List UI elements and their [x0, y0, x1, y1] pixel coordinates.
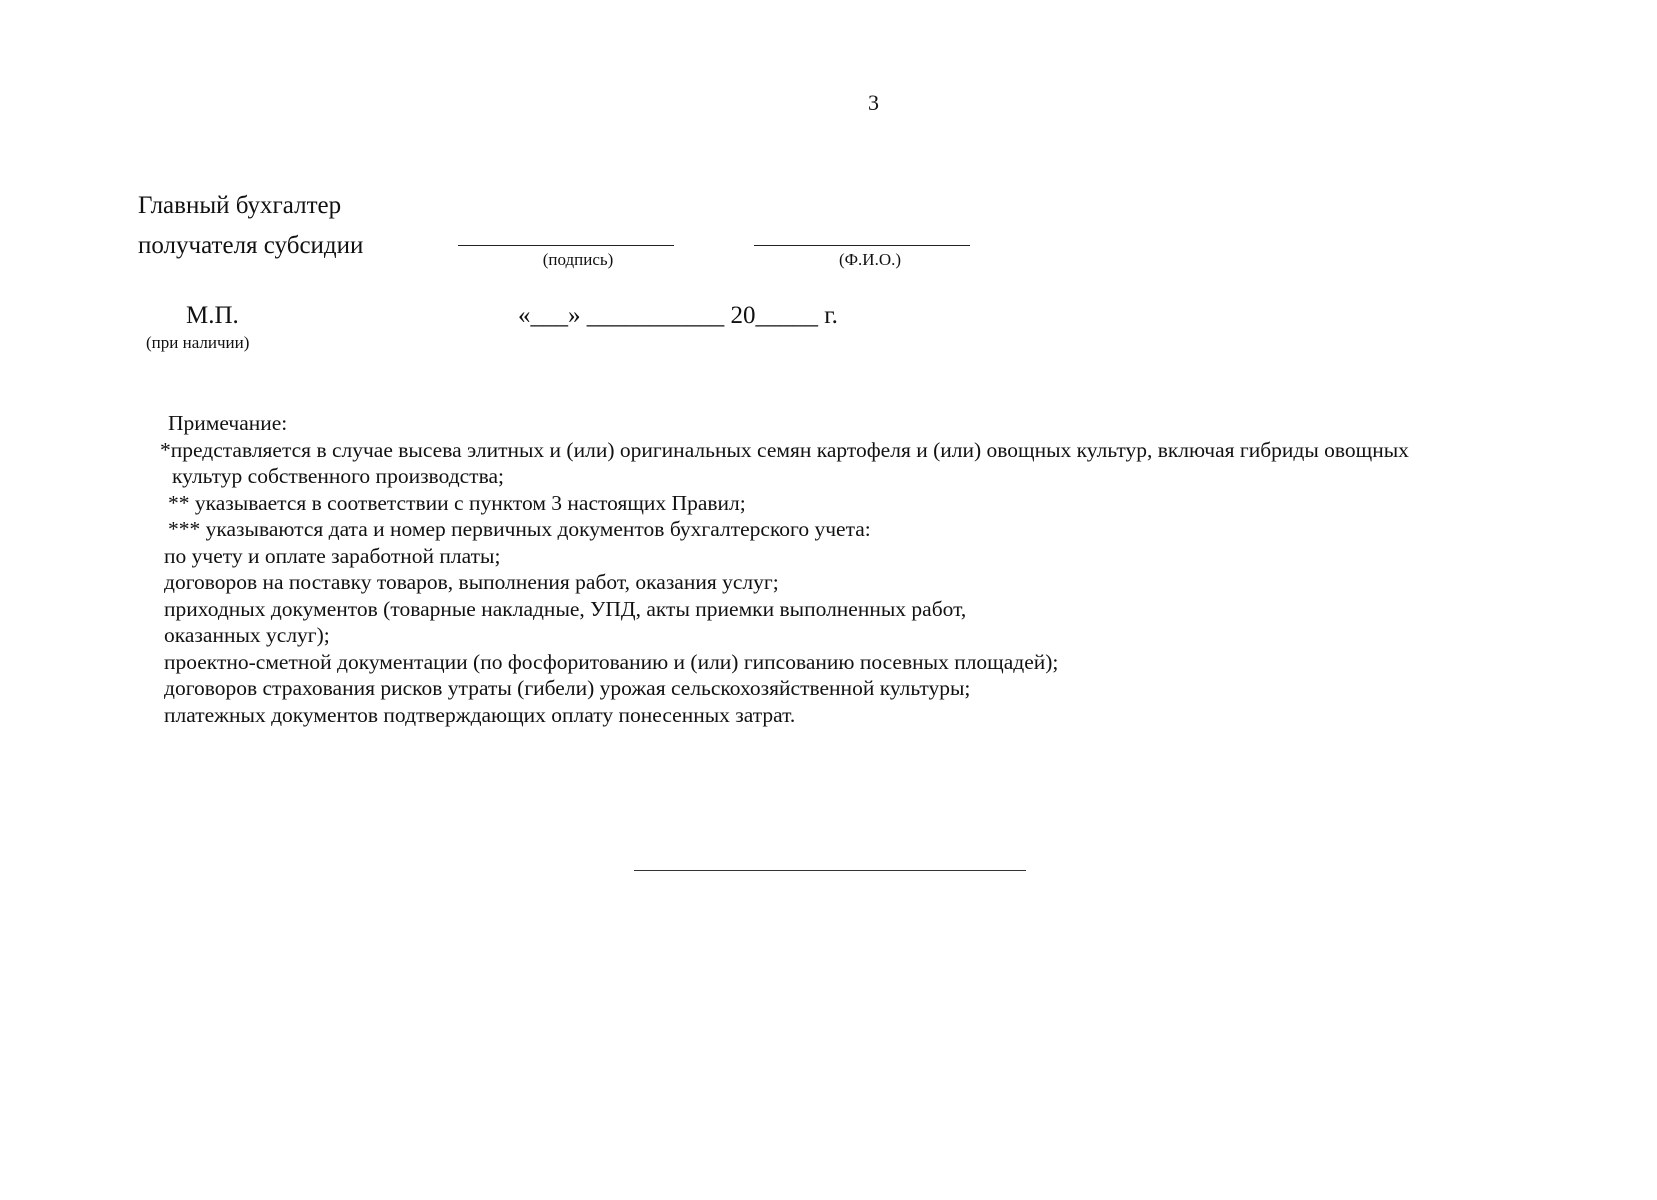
notes-block: [160, 410, 1409, 728]
name-caption: (Ф.И.О.): [838, 250, 902, 269]
note-line: договоров страхования рисков утраты (гибели) урожая сельскохозяйственной культуры;: [164, 676, 971, 700]
note-line: культур собственного производства;: [172, 464, 504, 488]
note-line: платежных документов подтверждающих оплату понесенных затрат.: [164, 702, 796, 727]
signer-title: [138, 186, 363, 266]
note-line: проектно-сметной документации (по фосфоритованию и (или) гипсованию посевных площадей);: [164, 649, 1059, 674]
name-line: [754, 245, 970, 246]
note-line: ** указывается в соответствии с пунктом 3 настоящих Правил;: [168, 490, 746, 515]
note-line: приходных документов (товарные накладные, УПД, акты приемки выполненных работ,: [164, 596, 967, 621]
note-line: *представляется в случае высева элитных и (или) оригинальных семян картофеля и (или) овощных культур, включая гибриды овощных: [160, 437, 1409, 462]
note-line: оказанных услуг);: [164, 623, 330, 647]
end-divider: [634, 870, 1026, 871]
note-line: *** указываются дата и номер первичных документов бухгалтерского учета:: [168, 517, 871, 541]
note-line: договоров на поставку товаров, выполнения работ, оказания услуг;: [164, 570, 779, 594]
signer-title-line2: получателя субсидии: [138, 232, 364, 259]
date-line: «___» ___________ 20_____ г.: [518, 302, 838, 329]
signer-title-line1: Главный бухгалтер: [138, 192, 342, 219]
note-line: по учету и оплате заработной платы;: [164, 543, 501, 568]
page-number: 3: [868, 90, 879, 115]
stamp-note: (при наличии): [146, 333, 250, 352]
signature-caption: (подпись): [542, 250, 614, 269]
signature-line: [458, 245, 674, 246]
notes-heading: Примечание:: [168, 411, 288, 435]
stamp-label: М.П.: [186, 302, 239, 329]
